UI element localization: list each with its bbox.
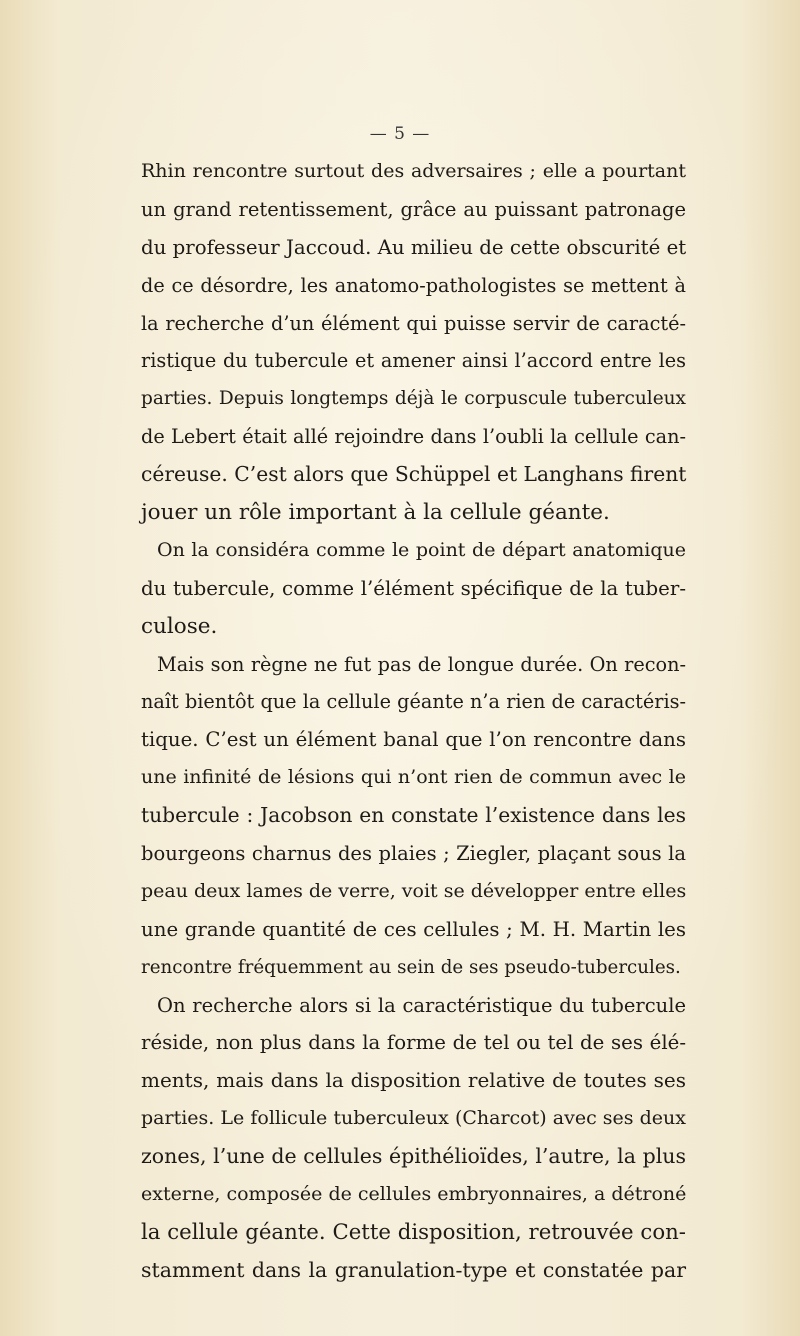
text-line: On la considéra comme le point de départ anatomique bbox=[157, 538, 686, 561]
text-line: On recherche alors si la caractéristique du tubercule bbox=[157, 993, 686, 1017]
text-line: réside, non plus dans la forme de tel ou tel de ses élé- bbox=[141, 1031, 686, 1055]
text-line: externe, composée de cellules embryonnaires, a détroné bbox=[141, 1183, 687, 1206]
text-line: un grand retentissement, grâce au puissant patronage bbox=[141, 197, 686, 221]
text-line: du tubercule, comme l’élément spécifique de la tuber- bbox=[141, 576, 686, 600]
page-number: — 5 — bbox=[369, 124, 431, 144]
text-line: jouer un rôle important à la cellule géante. bbox=[141, 500, 610, 526]
text-line: bourgeons charnus des plaies ; Ziegler, plaçant sous la bbox=[141, 842, 686, 866]
text-line: naît bientôt que la cellule géante n’a rien de caractéris- bbox=[141, 690, 686, 714]
text-line: ments, mais dans la disposition relative de toutes ses bbox=[141, 1068, 686, 1093]
text-line: la recherche d’un élément qui puisse servir de caracté- bbox=[141, 311, 686, 335]
text-line: stamment dans la granulation-type et constatée par bbox=[141, 1257, 686, 1282]
text-line: culose. bbox=[141, 613, 218, 639]
text-line: tubercule : Jacobson en constate l’existence dans les bbox=[141, 803, 686, 828]
text-line: rencontre fréquemment au sein de ses pseudo-tubercules. bbox=[141, 956, 681, 978]
text-line: parties. Le follicule tuberculeux (Charcot) avec ses deux bbox=[141, 1107, 686, 1130]
text-line: tique. C’est un élément banal que l’on rencontre dans bbox=[141, 728, 686, 752]
text-line: Rhin rencontre surtout des adversaires ; elle a pourtant bbox=[141, 160, 686, 182]
text-line: parties. Depuis longtemps déjà le corpuscule tuberculeux bbox=[141, 388, 686, 410]
text-line: du professeur Jaccoud. Au milieu de cette obscurité et bbox=[141, 235, 687, 259]
text-line: de ce désordre, les anatomo-pathologistes se mettent à bbox=[141, 273, 686, 297]
text-line: peau deux lames de verre, voit se développer entre elles bbox=[141, 879, 687, 902]
text-line: Mais son règne ne fut pas de longue durée. On recon- bbox=[157, 652, 686, 676]
text-line: une grande quantité de ces cellules ; M. H. Martin les bbox=[141, 917, 686, 941]
text-line: une infinité de lésions qui n’ont rien de commun avec le bbox=[141, 766, 686, 789]
text-line: ristique du tubercule et amener ainsi l’accord entre les bbox=[141, 349, 686, 373]
text-line: céreuse. C’est alors que Schüppel et Langhans firent bbox=[141, 462, 687, 487]
text-line: zones, l’une de cellules épithélioïdes, l’autre, la plus bbox=[141, 1144, 686, 1169]
text-line: la cellule géante. Cette disposition, retrouvée con- bbox=[141, 1219, 686, 1245]
body-text bbox=[141, 153, 686, 1290]
text-line: de Lebert était allé rejoindre dans l’oubli la cellule can- bbox=[141, 425, 686, 449]
